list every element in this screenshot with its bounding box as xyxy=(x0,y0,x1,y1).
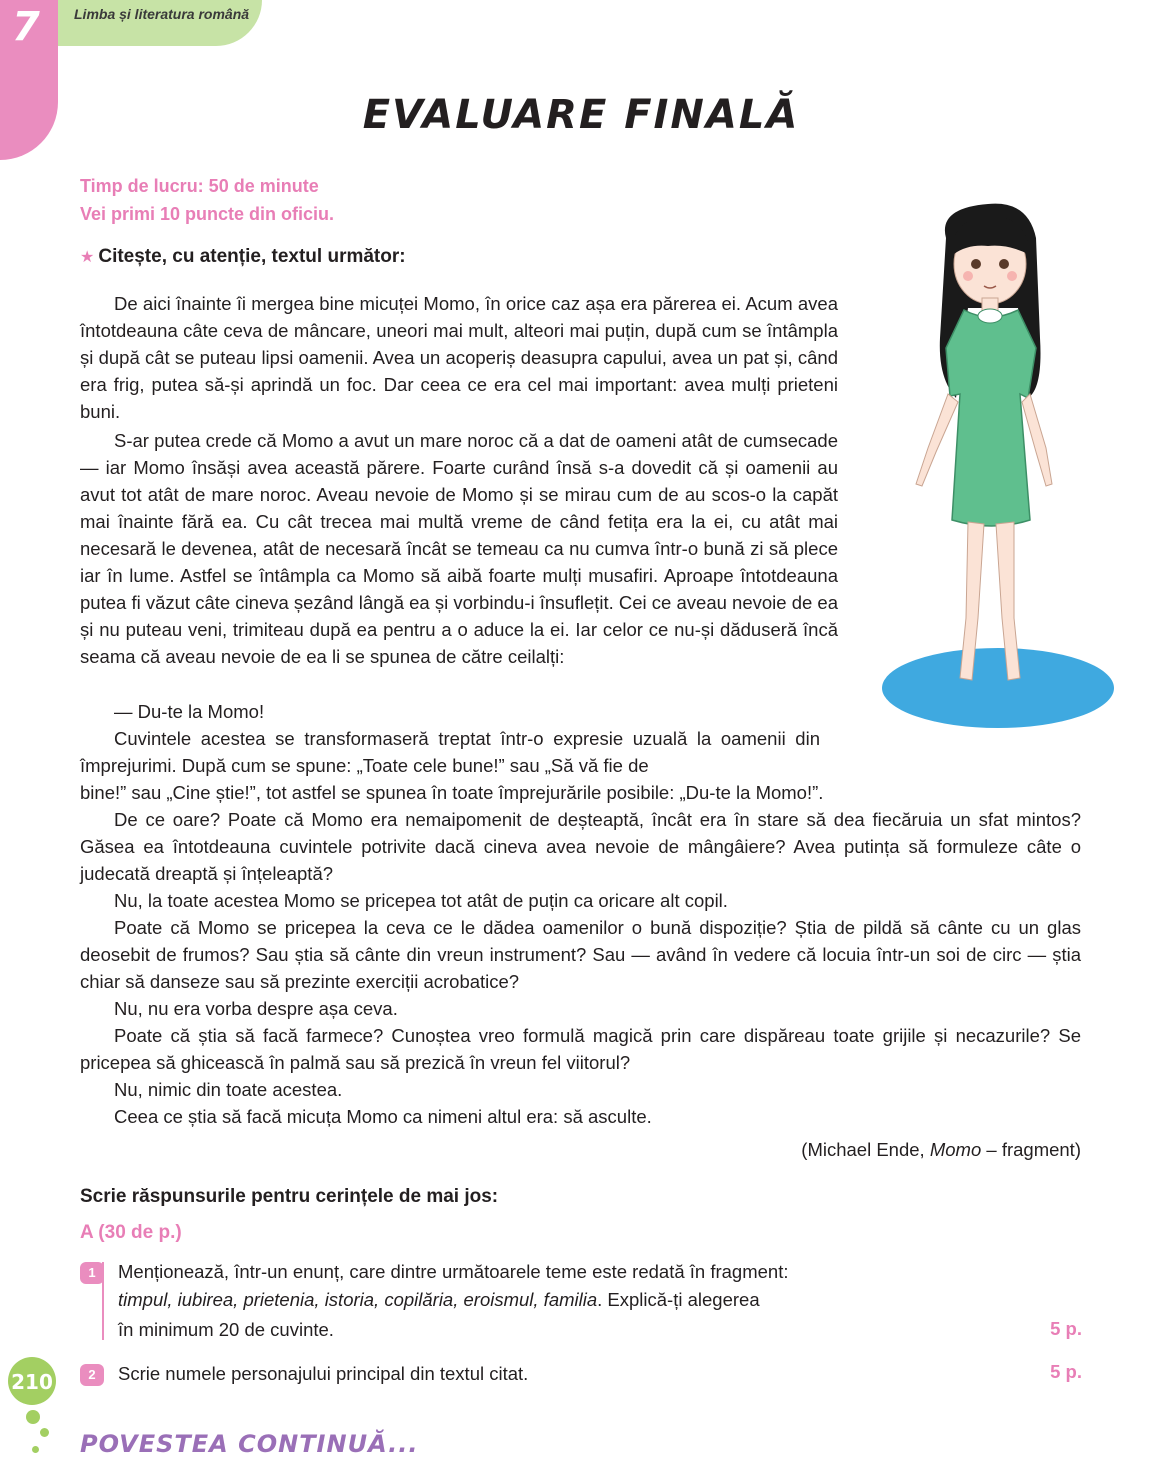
question-1-line-1: Menționează, într-un enunț, care dintre următoarele teme este redată în fragment: xyxy=(118,1261,789,1282)
text-paragraph-11: Ceea ce știa să facă micuța Momo ca nimeni altul era: să asculte. xyxy=(114,1106,652,1127)
reading-instruction xyxy=(80,246,406,268)
text-paragraph-4a: Cuvintele acestea se transformaseră treptat într-o expresie uzuală la oamenii din împrejurimi. După cum se spune: „Toate cele bune!” sau „Să vă fie de xyxy=(80,728,820,776)
text-paragraph-5: De ce oare? Poate că Momo era nemaipomenit de deșteaptă, încât era în stare să dea fiecăruia un sfat mintos? Găsea ea întotdeauna cuvintele potrivite dacă cineva avea nevoie de mângâiere? Avea putința să formuleze câte o judecată dreaptă și înțeleaptă? xyxy=(80,809,1081,884)
momo-illustration xyxy=(868,198,1122,734)
text-paragraph-6: Nu, la toate acestea Momo se pricepea tot atât de puțin ca oricare alt copil. xyxy=(114,890,728,911)
footer-label: POVESTEA CONTINUĂ... xyxy=(80,1430,419,1458)
text-paragraph-9: Poate că știa să facă farmece? Cunoștea vreo formulă magică prin care dispăreau toate grijile și necazurile? Se pricepea să ghicească în palmă sau să prezică în vreun fel viitorul? xyxy=(80,1025,1081,1073)
question-1-themes: timpul, iubirea, prietenia, istoria, copilăria, eroismul, familia xyxy=(118,1289,598,1310)
decor-dot xyxy=(40,1428,49,1437)
question-2-number: 2 xyxy=(80,1364,104,1386)
collar xyxy=(978,309,1002,323)
page-number: 210 xyxy=(11,1370,53,1394)
right-cheek xyxy=(1007,271,1017,281)
question-1-score: 5 p. xyxy=(1050,1318,1082,1339)
instruction-text: Citește, cu atenție, textul următor: xyxy=(98,246,406,267)
question-1-line-2-rest: . Explică-ți alegerea xyxy=(597,1289,760,1310)
citation-suffix: – fragment) xyxy=(981,1139,1081,1160)
dress xyxy=(946,310,1036,526)
text-paragraph-3: — Du-te la Momo! xyxy=(114,701,265,722)
star-icon: ★ xyxy=(80,249,95,266)
question-1-line-3: în minimum 20 de cuvinte. xyxy=(118,1319,334,1340)
question-1-bar xyxy=(102,1262,104,1340)
text-paragraph-8: Nu, nu era vorba despre așa ceva. xyxy=(114,998,398,1019)
text-paragraph-7: Poate că Momo se pricepea la ceva ce le dădea oamenilor o bună dispoziție? Știa de pildă să cânte cu un glas deosebit de frumos? Sau știa să cânte din vreun instrument? Sau — având în vedere că locuia într-un soi de circ — știa chiar să danseze sau să prezinte exerciții acrobatice? xyxy=(80,917,1081,992)
right-eye xyxy=(999,259,1009,269)
citation-author: (Michael Ende, xyxy=(801,1139,930,1160)
question-1-number: 1 xyxy=(80,1262,104,1284)
text-paragraph-2: S-ar putea crede că Momo a avut un mare noroc că a dat de oameni atât de cumsecade — iar Momo însăși avea această părere. Foarte curând însă s-a dovedit că și oamenii au avut tot atât de mare noroc. Aveau nevoie de Momo și se mirau cum de au scos-o la capăt mai înainte fără ea. Cu cât trecea mai multă vreme de când fetița era la ei, cu atât mai necesară le devenea, atât de necesară încât se temeau ca nu cumva într-o bună zi să plece iar în lume. Astfel se întâmpla ca Momo să aibă foarte mulți musafiri. Aproape întotdeauna putea fi văzut câte cineva șezând lângă ea și vorbindu-i însuflețit. Cei ce aveau nevoie de ea și nu puteau veni, trimiteau după ea pentru a o aduce la ei. Iar celor ce nu-și dăduseră încă seama că aveau nevoie de ea li se spunea de către ceilalți: xyxy=(80,430,838,667)
decor-dot xyxy=(26,1410,40,1424)
text-paragraph-10: Nu, nimic din toate acestea. xyxy=(114,1079,343,1100)
text-paragraph-1: De aici înainte îi mergea bine micuței Momo, în orice caz așa era părerea ei. Acum avea întotdeauna câte ceva de mâncare, uneori mai mult, alteori mai puțin, după cum se întâmpla și după cât se puteau lipsi oamenii. Avea un acoperiș deasupra capului, avea un pat și, când era frig, putea să-și aprindă un foc. Dar ceea ce era cel mai important: avea mulți prieteni buni. xyxy=(80,293,838,422)
answers-heading: Scrie răspunsurile pentru cerințele de mai jos: xyxy=(80,1186,499,1207)
time-label: Timp de lucru: 50 de minute xyxy=(80,176,319,196)
text-paragraph-4b: bine!” sau „Cine știe!”, tot astfel se spunea în toate împrejurările posibile: „Du-te la Momo!”. xyxy=(80,782,824,803)
question-2-score: 5 p. xyxy=(1050,1361,1082,1382)
decor-dot xyxy=(32,1446,39,1453)
question-1-line-2 xyxy=(118,1287,760,1313)
page-title: EVALUARE FINALĂ xyxy=(362,92,800,138)
left-eye xyxy=(971,259,981,269)
puddle xyxy=(882,648,1114,728)
subject-label: Limba și literatura română xyxy=(74,6,250,22)
left-arm xyxy=(916,394,958,486)
points-label: Vei primi 10 puncte din oficiu. xyxy=(80,204,335,224)
grade-number: 7 xyxy=(12,4,40,50)
citation-work: Momo xyxy=(929,1139,982,1160)
citation xyxy=(801,1139,1081,1161)
question-2-text: Scrie numele personajului principal din textul citat. xyxy=(118,1363,529,1384)
section-a-label: A (30 de p.) xyxy=(80,1222,182,1243)
left-cheek xyxy=(963,271,973,281)
